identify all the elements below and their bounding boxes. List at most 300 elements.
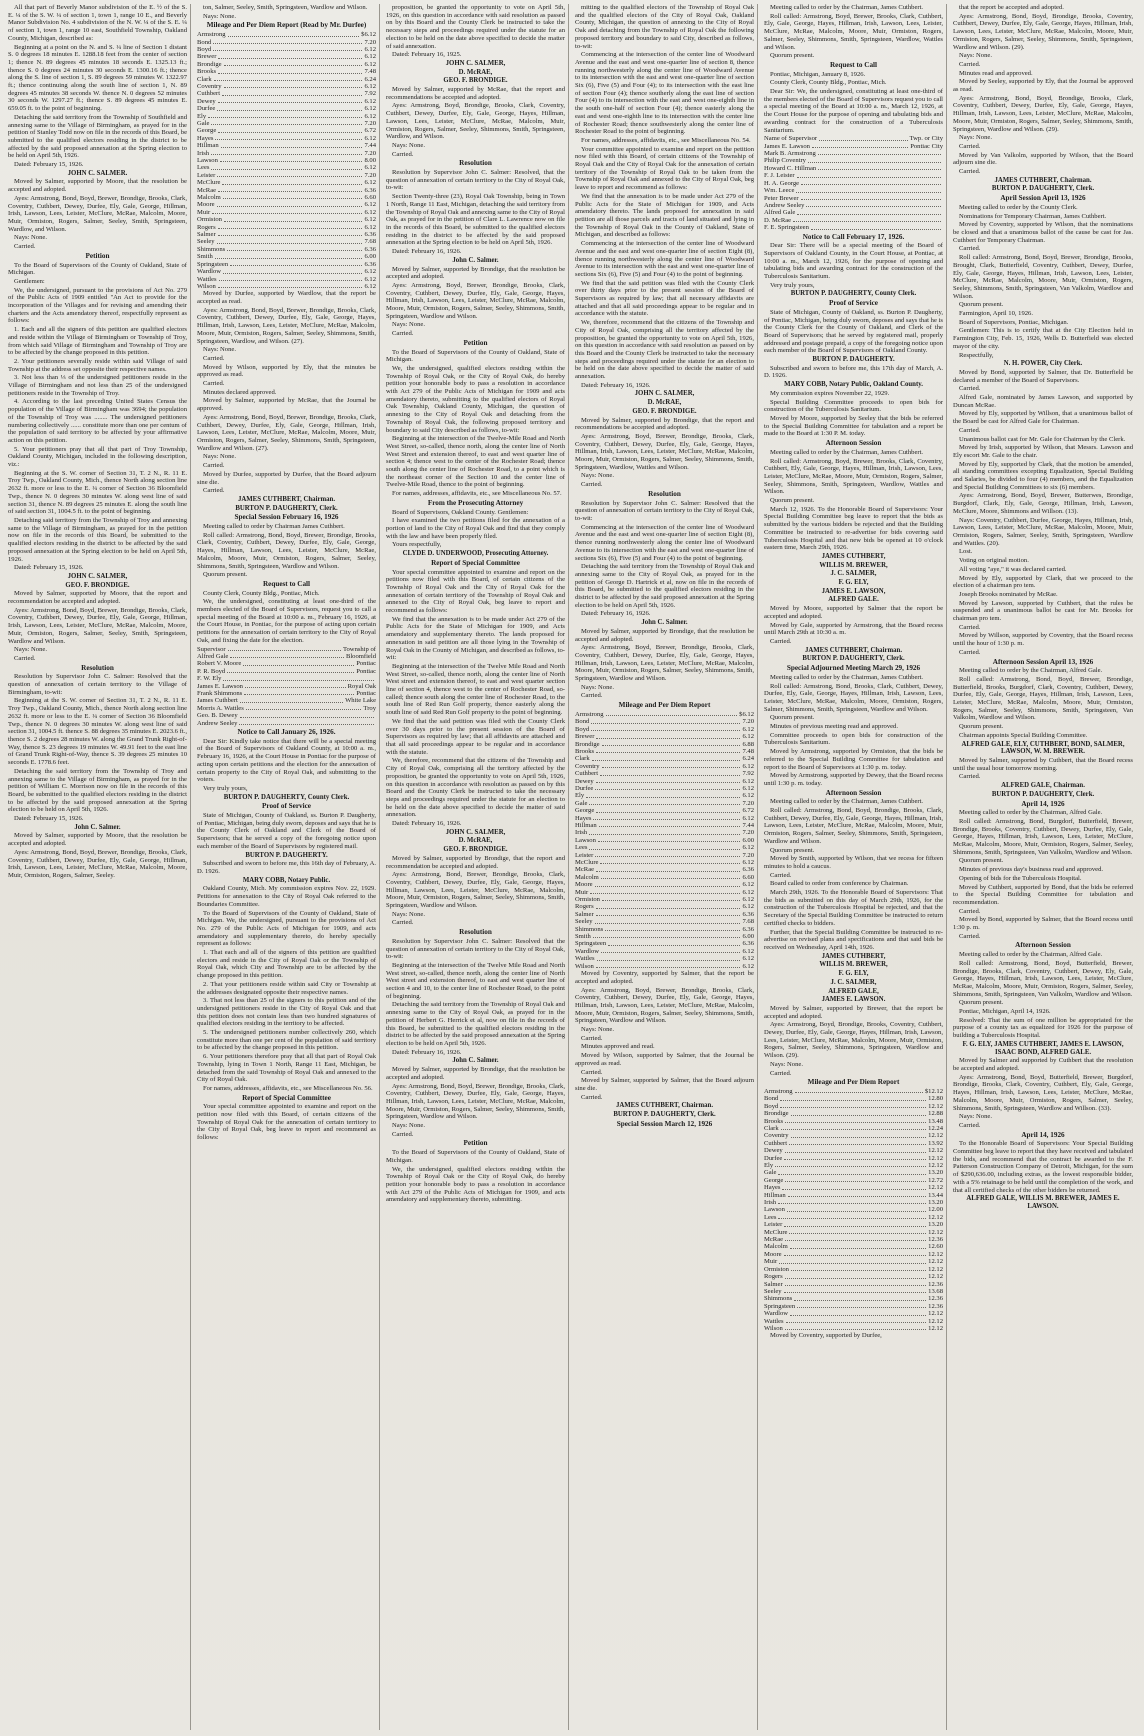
paragraph: Ayes: Armstrong, Bond, Boyd, Brewer, Brondige, Brooks, Clark, Cuthbert, Dewey, Durfee, Ely, Gale, George, Hillman, Irish, Lawson, Lees, Leister, McClure, McRae, Malcolm, Moore, Muir, Ormiston, Rogers, Salmer, Seeley, Shimmons, Smith, Springsteen, Wardlow and Wilson. (27). (197, 413, 376, 452)
paragraph: 2. Your petitioners severally reside within said Village of said Township at the address set opposite their respective names. (8, 357, 187, 373)
table-row (764, 1229, 943, 1236)
paragraph: Carried. (581, 1034, 603, 1042)
leader-dots (246, 705, 362, 710)
leader-dots (598, 837, 741, 842)
row-name: Cuthbert (575, 770, 599, 778)
leader-dots (595, 852, 740, 857)
row-name: Leister (575, 851, 594, 859)
leader-dots (608, 940, 740, 945)
table-row (764, 1243, 943, 1250)
row-name: Brewer (575, 733, 595, 741)
section-heading: Resolution (648, 489, 681, 498)
leader-dots (785, 1273, 926, 1278)
paragraph: State of Michigan, County of Oakland, ss. Burton P. Daugherty, of Pontiac, Michigan, being duly sworn, deposes and says that he is the County Clerk of Oakland and Clerk of the Board of Supervisors; that he served a copy of the foregoing notice upon each member of the Board of Supervisors by registered mail. (197, 812, 376, 850)
table-row (575, 926, 754, 933)
row-value: 13.68 (928, 1287, 943, 1295)
row-value: 6.12 (364, 268, 376, 276)
row-name: Springsteen (197, 260, 229, 268)
section-heading: Petition (85, 251, 110, 260)
leader-dots (230, 261, 362, 266)
leader-dots (221, 142, 363, 147)
row-value: 6.12 (364, 164, 376, 172)
row-value: 12.60 (928, 1243, 943, 1251)
paragraph: Moved by Van Valkolm, supported by Wilson, that the Board adjourn sine die. (953, 151, 1133, 167)
paragraph: Nays: Coventry, Cuthbert, Durfee, George, Hayes, Hillman, Irish, Lawson, Lees, Leister, McClure, McRae, Malcolm, Moore, Muir, Ormiston, Rogers, Salmer, Seeley, Smith, Springsteen, Wardlow and Wattles. (20). (953, 516, 1133, 547)
paragraph: Beginning at the S. W. corner of Section 31, T. 2 N., R. 11 E. Troy Twp., Oakland County, Mich., thence North along section line 2632 ft. more or less to the E. ¼ corner of Section 36 Bloomfield Twp., thence N. 0 degrees 30 minutes W. along west line of said section 31, 1004.5 ft. thence S. 88 degrees 35 minutes E. 2023.6 ft., thence S. 2 degrees 28 minutes W. along the Grand Trunk Right-of-Way, thence S. 23 degrees 19 minutes W. 49.91 feet to the east line of Grand Trunk Right-of-Way, thence S. 39 degrees 25 minutes 10 seconds E. 1778.6 feet. (8, 697, 187, 767)
paragraph: Beginning at the intersection of the Twelve Mile Road and North West Street, so-called, thence north, along the center line of North West street and extension thereof, to east and west quarter section line of section 4, thence west to the center of Rochester Road, so-called; thence south along the center line of Rochester Road, to the south line of Red Run Golf property, thence easterly along the south line of said Red Run Golf property to the point of beginning. (386, 662, 565, 717)
leader-dots (788, 1192, 927, 1197)
row-name: Lees (197, 164, 210, 172)
leader-dots (785, 1236, 926, 1241)
leader-dots (599, 822, 741, 827)
signature-line: J. C. SALMER, (830, 570, 877, 578)
column-2 (197, 4, 380, 1730)
row-name: Seeley (764, 1287, 782, 1295)
signature-line: WILLIS M. BREWER, (819, 561, 888, 569)
row-name: McRae (197, 186, 217, 194)
leader-dots (778, 1169, 926, 1174)
row-value: 6.00 (364, 253, 376, 261)
leader-dots (227, 668, 354, 673)
row-value: 6.12 (742, 962, 754, 970)
paragraph: Nays: None. (392, 141, 425, 149)
paragraph: Carried. (959, 60, 981, 68)
paragraph: Very truly yours, (770, 281, 815, 289)
row-name: Moore (197, 201, 215, 209)
leader-dots (791, 1266, 926, 1271)
row-value: Pontiac City (910, 142, 943, 150)
row-value: 6.12 (742, 792, 754, 800)
row-name: Boyd (197, 45, 212, 53)
row-name: Irish (764, 1199, 777, 1207)
row-name: Rogers (764, 1273, 783, 1281)
paragraph: Minutes of previous meeting read and approved. (770, 723, 898, 731)
paragraph: Dated: February 16, 1926. (392, 1048, 462, 1056)
row-value: 7.48 (742, 747, 754, 755)
row-value: 6.00 (742, 836, 754, 844)
table-row (197, 120, 376, 127)
leader-dots (213, 39, 362, 44)
row-name: Wardlow (197, 268, 222, 276)
paragraph: For names, addresses, affidavits, etc., see Miscellaneous No. 57. (392, 490, 562, 498)
row-value: 13.92 (928, 1139, 943, 1147)
row-value: 6.12 (742, 784, 754, 792)
row-value: 6.60 (742, 873, 754, 881)
leader-dots (791, 1110, 927, 1115)
leader-dots (779, 1258, 926, 1263)
row-name: Armstrong (764, 1087, 793, 1095)
row-name: Coventry (575, 762, 600, 770)
table-row (764, 1147, 943, 1154)
paragraph: We, therefore, recommend that the citizens of the Township and City of Royal Oak, comprising all the territory affected by the proposition, be granted the opportunity to vote on April 5th, 1926, on this question in accordance with said resolution as passed on by this Board and the County Clerk be instructed to take the necessary steps and proceedings required under the statute for an election to be held on the date above specified to decide the matter of said annexation. (575, 319, 754, 381)
paragraph: Carried. (959, 426, 981, 434)
row-name: Hillman (197, 142, 219, 150)
row-name: Lees (575, 844, 588, 852)
table-row (764, 1303, 943, 1310)
table-row (764, 1192, 943, 1199)
paragraph: Dated: February 16, 1926. (581, 610, 651, 618)
row-value: 6.12 (364, 82, 376, 90)
paragraph: Your special committee appointed to examine and report on the petitions now filed with this Board, of certain citizens of the Township of Royal Oak and the City of Royal Oak for the annexation of certain territory of the Township of Royal Oak and annexed to the City of Royal Oak, beg leave to report and recommend as follows: (386, 568, 565, 615)
table-row (197, 142, 376, 149)
leader-dots (780, 1095, 926, 1100)
row-value: 6.12 (742, 903, 754, 911)
row-value: 12.12 (928, 1250, 943, 1258)
leader-dots (592, 755, 741, 760)
paragraph: Moved by Armstrong, supported by Ormiston, that the bids be referred to the Special Building Committee for tabulation and report to the Board of Supervisors at 1:30 p. m. today. (764, 748, 943, 771)
paragraph: For names, addresses, affidavits, etc., see Miscellaneous No. 54. (581, 136, 751, 144)
paragraph: Nays: None. (203, 346, 236, 354)
row-name: Gale (575, 799, 588, 807)
table-row (575, 874, 754, 881)
signature-line: GEO. F. BRONDIGE. (443, 77, 508, 85)
paragraph: Carried. (581, 1068, 603, 1076)
paragraph: Carried. (959, 168, 981, 176)
paragraph: Carried. (959, 907, 981, 915)
table-row (197, 68, 376, 75)
paragraph: Moved by Ely, supported by Clark, that the motion be amended, all standing committees excepting Equalization, Special Building and Salaries, be divided to four (4) members, and the Equalization and Special Building Committees to six (6) members. (953, 460, 1133, 491)
paragraph: Beginning at the intersection of the Twelve-Mile Road and North West Street, so-called, thence north, along the center line of North West Street and extension thereof, to east and west quarter line of section 4; thence west to the center of the Rochester Road; thence south along the center line of Rochester Road, to a point which is the northeast corner of the Section 10 and the center line of Twelve-Mile Road, thence to the point of beginning. (386, 435, 565, 489)
row-value: White Lake (345, 697, 376, 705)
row-value: 6.36 (364, 231, 376, 239)
signature-line: GEO. F. BRONDIGE. (65, 581, 130, 589)
paragraph: Commencing at the intersection of the center line of Woodward Avenue and the east and west one-quarter line of section Eight (8), thence running northwesterly along the center line of Woodward Avenue to its intersection with the east and west one-quarter line of sections Six (6), Five (5) and Four (4) to the point of beginning. (575, 523, 754, 562)
paragraph: Dated: February 16, 1926. (392, 820, 462, 828)
leader-dots (797, 1303, 926, 1308)
paragraph: Meeting called to order by the Chairman, Alfred Gale. (959, 951, 1103, 959)
paragraph: Moved by Salmer, supported by Brewer, that the report be accepted and adopted. (764, 1004, 943, 1020)
row-name: Alfred Gale (764, 209, 796, 217)
row-name: Gale (197, 119, 210, 127)
leader-dots (211, 150, 362, 155)
table-row (764, 1184, 943, 1191)
table-row (764, 1310, 943, 1317)
section-heading: Afternoon Session April 13, 1926 (992, 657, 1094, 666)
row-name: Ely (575, 792, 585, 800)
row-name: Wardlow (575, 947, 600, 955)
signature-line: ALFRED GALE, (828, 987, 879, 995)
table-row (764, 224, 943, 231)
paragraph: Moved by Ely, supported by Willson, that a unanimous ballot of the Board be cast for Alfred Gale for Chairman. (953, 410, 1133, 426)
section-heading: Resolution (81, 663, 114, 672)
paragraph: that the report be accepted and adopted. (959, 4, 1064, 11)
table-row (197, 253, 376, 260)
paragraph: ton, Salmer, Seeley, Smith, Springsteen, Wardlow and Wilson. (203, 4, 368, 11)
paragraph: Moved by Salmer, supported by Brondige, that the resolution be accepted and adopted. (386, 265, 565, 281)
leader-dots (218, 187, 362, 192)
table-row (575, 911, 754, 918)
paragraph: To the Board of Supervisors of the County of Oakland, State of Michigan. (386, 348, 565, 364)
paragraph: 6. Your petitioners therefore pray that all that part of Royal Oak Township, lying in Town 1 North, Range 11 East, Michigan, be detached from the said Township of Royal Oak and annexed to the City of Royal Oak. (197, 1053, 376, 1084)
row-name: Hillman (575, 821, 597, 829)
paragraph: Moved by Cuthbert, supported by Bond, that the bids be referred to the Special Building Committee for tabulation and recommendation. (953, 883, 1133, 906)
signature-line: BURTON P. DAUGHERTY, Clerk. (235, 504, 338, 512)
row-name: Clark (764, 1124, 779, 1132)
section-heading: Proof of Service (262, 802, 311, 811)
paragraph: Ayes: Armstrong, Boyd, Brewer, Brondige, Brooks, Clark, Coventry, Cuthbert, Dewey, Durfee, Ely, Gale, George, Hayes, Hillman, Irish, Lawson, Lees, Leister, McClure, McRae, Malcolm, Moore, Muir, Ormiston, Rogers, Salmer, Seeley, Shimmons, Smith, Springsteen, Wardlow, Wattles and Wilson. (575, 432, 754, 471)
paragraph: Ayes: Armstrong, Boyd, Brewer, Brondige, Brooks, Clark, Coventry, Cuthbert, Dewey, Durfee, Ely, Gale, George, Hayes, Hillman, Irish, Lawson, Lees, Leister, McClure, McRae, Malcolm, Moore, Muir, Ormiston, Rogers, Salmer, Seeley, Shimmons, Smith, Springsteen, Wardlow and Wilson. (575, 644, 754, 683)
table-row (575, 829, 754, 836)
leader-dots (223, 675, 374, 680)
leader-dots (791, 1132, 927, 1137)
signature-line: JAMES CUTHBERT, (821, 952, 886, 960)
row-value: 6.12 (742, 881, 754, 889)
table-row (575, 815, 754, 822)
paragraph: Nays: None. (581, 472, 614, 480)
leader-dots (596, 903, 741, 908)
section-heading: Special Session March 12, 1926 (616, 1119, 713, 1128)
row-value: 6.12 (742, 859, 754, 866)
row-name: H. A. George (764, 179, 800, 187)
table-row (764, 1095, 943, 1102)
table-row (764, 1281, 943, 1288)
signature-line: JAMES CUTHBERT, Chairman. (804, 646, 903, 654)
paragraph: Dated: February 16, 1925. (392, 51, 462, 59)
table-row (575, 837, 754, 844)
table-row (197, 157, 376, 164)
table-row (197, 90, 376, 97)
paragraph: I have examined the two petitions filed for the annexation of a portion of land to the City of Royal Oak and find that they comply with the law and have been properly filed. (386, 517, 565, 540)
paragraph: Moved by Smith, supported by Wilson, that we recess for fifteen minutes to hold a caucus. (764, 855, 943, 870)
row-name: Philip Coventry (764, 157, 806, 165)
paragraph: Dated: February 15, 1926. (14, 815, 84, 823)
row-name: Name of Supervisor (764, 135, 818, 143)
paragraph: Moved by Moore, supported by Salmer that the report be accepted and adopted. (764, 605, 943, 620)
row-value: 12.36 (928, 1280, 943, 1288)
leader-dots (784, 1288, 927, 1293)
row-name: Shimmons (197, 245, 226, 253)
row-value: 6.12 (742, 896, 754, 904)
row-name: Wattles (764, 1317, 784, 1325)
row-name: Seeley (575, 918, 593, 926)
row-name: George (197, 127, 217, 135)
paragraph: Detaching the said territory from the Township of Troy and annexing same to the Village of Birmingham, as prayed for in the petition of William C. Morrison now on file in the records of this Board, be submitted to the qualified electors residing in the district to be affected by the said proposed annexation at the Spring election to be held on April 5th, 1926. (8, 767, 187, 814)
signature-line: John C. Salmer. (452, 1057, 499, 1065)
paragraph: Moved by Wilson, supported by Salmer, that the Journal be approved as read. (575, 1052, 754, 1067)
table-row (575, 955, 754, 962)
leader-dots (593, 815, 740, 820)
section-heading: Request to Call (829, 60, 878, 69)
row-value: 12.12 (928, 1102, 943, 1110)
paragraph: Very truly yours, (203, 784, 248, 792)
row-value: 12.24 (928, 1124, 943, 1132)
table-row (575, 896, 754, 903)
row-name: McRae (764, 1236, 784, 1244)
row-value: 6.12 (742, 733, 754, 741)
signature-line: JOHN C. SALMER, (445, 828, 506, 836)
table-row (764, 1295, 943, 1302)
paragraph: Moved by Durfee, supported by Wardlow, that the report be accepted as read. (197, 290, 376, 306)
row-value: 6.72 (742, 807, 754, 815)
row-name: Moore (764, 1250, 782, 1258)
paragraph: Moved by Salmer, supported by Brondige, that the report and recommendation be accepted and adopted. (386, 854, 565, 870)
table-row (764, 143, 943, 150)
table-row (575, 903, 754, 910)
row-name: Boyd (575, 725, 590, 733)
paragraph: Carried. (392, 150, 414, 158)
section-heading: April 14, 1926 (1021, 799, 1065, 808)
row-name: Leister (197, 171, 216, 179)
paragraph: Moved by Salmer, supported by Brondige, that the resolution be accepted and adopted. (575, 627, 754, 643)
paragraph: Quorum present. (959, 301, 1004, 309)
leader-dots (795, 1088, 923, 1093)
row-name: Bond (197, 38, 212, 46)
row-name: Dewey (575, 777, 594, 785)
row-value: 6.00 (742, 933, 754, 941)
paragraph: County Clerk, County Bldg., Pontiac, Mich. (770, 79, 887, 87)
leader-dots (818, 165, 941, 170)
table-row (764, 157, 943, 164)
row-value: 13.44 (928, 1191, 943, 1199)
signature-line: BURTON P. DAUGHERTY. (812, 356, 895, 364)
section-heading: April 14, 1926 (1021, 1130, 1065, 1139)
table-row (197, 194, 376, 201)
paragraph: Ayes: Armstrong, Boyd, Brewer, Brondige, Brooks, Clark, Coventry, Cuthbert, Dewey, Durfee, Ely, Gale, George, Hayes, Hillman, Irish, Lawson, Lees, Leister, McClure, McRae, Malcolm, Moore, Muir, Ormiston, Rogers, Salmer, Seeley, Shimmons, Smith, Springsteen, Wardlow and Wilson. (575, 986, 754, 1025)
row-value: Twp. or City (909, 135, 943, 143)
paragraph: Carried. (203, 354, 225, 362)
section-heading: Mileage and Per Diem Report (618, 701, 711, 710)
paragraph: Roll called: Armstrong, Bond, Boyd, Brewer, Brondige, Brooks, Clark, Coventry, Cuthbert, Dewey, Durfee, Ely, Gale, George, Hayes, Hillman, Lawson, Lees, Leister, McClure, McRae, Malcolm, Moore, Muir, Ormiston, Rogers, Salmer, Seeley, Shimmons, Smith, Springsteen, Wardlow and Wilson. (197, 531, 376, 570)
paragraph: All voting "aye," it was declared carried. (959, 565, 1067, 573)
row-value: 6.12 (364, 282, 376, 290)
table-row (575, 918, 754, 925)
table-row (575, 778, 754, 785)
row-value: Troy (363, 704, 376, 712)
row-name: Mark B. Armstrong (764, 150, 816, 158)
paragraph: March 12, 1926. To the Honorable Board of Supervisors: Your Special Building Committee beg leave to report that the bids as submitted by the various bidders be rejected and that the Building Committee be instructed to re-advertise for bids covering said Tuberculosis Hospital and that new bids be opened at 10 o'clock eastern time, March 29th, 1926. (764, 505, 943, 552)
table-row (575, 807, 754, 814)
leader-dots (593, 933, 741, 938)
table-row (764, 1118, 943, 1125)
signature-line: BURTON P. DAUGHERTY, Clerk. (802, 655, 905, 663)
row-value: $12.12 (924, 1087, 943, 1095)
leader-dots (778, 1199, 926, 1204)
row-name: Coventry (197, 82, 222, 90)
paragraph: To the Board of Supervisors of the County of Oakland, State of Michigan. (386, 1149, 565, 1164)
paragraph: Roll called: Armstrong, Boyd, Brewer, Brooks, Clark, Coventry, Cuthbert, Ely, Gale, George, Hayes, Hillman, Irish, Lawson, Lees, Leister, McClure, McRae, Moore, Muir, Ormiston, Rogers, Salmer, Seeley, Shimmons, Smith, Springsteen, Wardlow, Wattles and Wilson. (764, 457, 943, 496)
paragraph: Section Twenty-three (23), Royal Oak Township, being in Town 1 North, Range 11 East, Michigan, detaching the said territory from the Township of Royal Oak and annexing same to the City of Royal Oak, as prayed for in the petition of Clare L. Lawrence now on file in the records of this Board, be submitted to the qualified electors residing in the district to be affected by the said proposed annexation at the Spring election to be held on April 5th, 1926. (386, 193, 565, 247)
table-row (575, 852, 754, 859)
row-value: Township of (342, 645, 376, 653)
paragraph: Resolution by Supervisor John C. Salmer: Resolved that the question of annexation of certain territory to the City of Royal Oak, to-wit: (575, 499, 754, 522)
row-name: Lawson (764, 1206, 785, 1214)
row-value: 6.36 (742, 925, 754, 933)
leader-dots (790, 1310, 926, 1315)
row-name: Brondige (764, 1110, 789, 1118)
table-row (764, 1177, 943, 1184)
paragraph: We, the undersigned, pursuant to the provisions of Act No. 279 of the Public Acts of 1909 entitled "An Act to provide for the incorporation of the Villages and for revising and amending their charters and the Acts amendatory thereof, respectfully represent as follows: (8, 286, 187, 325)
paragraph: 5. Your petitioners pray that all that part of Troy Township, Oakland County, Michigan, included in the following description, viz.: (8, 445, 187, 469)
signature-line: JAMES CUTHBERT, Chairman. (994, 176, 1092, 184)
paragraph: Ayes: Armstrong, Bond, Boyd, Brewer, Brondige, Brooks, Clark, Coventry, Cuthbert, Dewey, Durfee, Ely, Gale, George, Hillman, Irish, Lawson, Lees, Leister, McClure, McRae, Malcolm, Moore, Muir, Ormiston, Rogers, Salmer, Seeley, Smith, Springsteen, Wardlow, and Wilson. (8, 194, 187, 233)
table-row (764, 209, 943, 216)
row-value: 13.48 (928, 1117, 943, 1125)
paragraph: Moved by Salmer, supported by Moore, that the report and recommendation be accepted and adopted. (8, 590, 187, 606)
signature-line: John C. Salmer. (74, 823, 121, 831)
table-row (197, 164, 376, 171)
paragraph: Carried. (581, 1093, 603, 1101)
leader-dots (217, 238, 363, 243)
table-row (575, 726, 754, 733)
paragraph: Quorum present. (770, 497, 815, 505)
leader-dots (591, 718, 740, 723)
signature-line: BURTON P. DAUGHERTY, Clerk. (991, 185, 1095, 193)
row-name: Geo. B. Dewey (197, 712, 238, 720)
row-value: $6.12 (739, 710, 754, 718)
table-row (197, 113, 376, 120)
paragraph: Carried. (14, 654, 36, 662)
table-row (764, 1236, 943, 1243)
row-name: Muir (575, 888, 589, 896)
paragraph: Carried. (581, 481, 603, 489)
leader-dots (775, 1162, 926, 1167)
table-row (197, 105, 376, 112)
table-row (197, 261, 376, 268)
table-row (764, 1125, 943, 1132)
signature-line: D. McRAE, (458, 837, 493, 845)
table-row (197, 690, 376, 697)
leader-dots (778, 1214, 926, 1219)
paragraph: We, the undersigned, qualified electors residing within the Township of Royal Oak or the City of Royal Oak, do hereby petition your honorable body to pass a resolution in accordance with Act 279 of the Public Acts of Michigan for 1909, and acts amendatory and supplementary thereto, submitting. (386, 1165, 565, 1204)
table-row (197, 246, 376, 253)
row-value: 12.12 (928, 1310, 943, 1318)
paragraph: proposition, be granted the opportunity to vote on April 5th, 1926, on this question in accordance with said resolution as passed on by this Board and the County Clerk be instructed to take the necessary steps and proceedings required under the statute for an election to be held on the date above specified to decide the matter of said annexation. (386, 4, 565, 50)
signature-line: D. McRAE, (647, 399, 682, 407)
row-value: 6.72 (364, 127, 376, 135)
paragraph: Further, that the Special Building Committee be instructed to re-advertise on revised plans and specifications and that said bids be received on Wednesday, April 14th, 1926. (764, 928, 943, 951)
paragraph: Meeting called to order by the Chairman, Alfred Gale. (959, 809, 1103, 817)
row-name: Brooks (197, 68, 217, 76)
row-value: 6.12 (742, 888, 754, 896)
paragraph: Pontiac, Michigan, April 14, 1926. (959, 1008, 1051, 1016)
row-name: Frank Shimmons (197, 690, 243, 697)
leader-dots (211, 164, 362, 169)
table-row (197, 224, 376, 231)
signature-line: GEO. F. BRONDIGE. (443, 846, 508, 854)
leader-dots (595, 918, 741, 923)
leader-dots (213, 46, 362, 51)
table-row (197, 705, 376, 712)
table-row (764, 1318, 943, 1325)
row-name: Irish (575, 829, 588, 837)
row-value: 6.36 (742, 940, 754, 948)
leader-dots (801, 195, 941, 200)
leader-dots (790, 1243, 926, 1248)
row-value: 12.12 (928, 1258, 943, 1266)
paragraph: Opening of bids for the Tuberculosis Hospital. (959, 874, 1082, 882)
paragraph: Carried. (959, 1121, 981, 1129)
paragraph: Moved by Durfee, supported by Durfee, that the Board adjourn sine die. (197, 470, 376, 486)
signature-line: ALFRED GALE, Chairman. (1001, 782, 1085, 790)
paragraph: Carried. (14, 243, 36, 251)
leader-dots (784, 1155, 926, 1160)
paragraph: Pontiac, Michigan, January 8, 1926. (770, 70, 866, 78)
paragraph: Ayes: Armstrong, Bond, Boyd, Brondige, Brooks, Coventry, Cuthbert, Dewey, Durfee, Ely, Gale, George, Hayes, Hillman, Irish, Lawson, Lees, Leister, McClure, McRae, Malcolm, Moore, Muir, Ormiston, Rogers, Salmer, Seeley, Shimmons, Smith, Springsteen, Wardlow and Wilson. (29). (953, 12, 1133, 51)
row-name: Wattles (575, 955, 595, 963)
paragraph: Ayes: Armstrong, Bond, Boyd, Brondige, Brooks, Clark, Coventry, Cuthbert, Dewey, Durfee, Ely, Gale, George, Hayes, Hillman, Irish, Lawson, Lees, Leister, McClure, McRae, Malcolm, Moore, Muir, Ormiston, Rogers, Salmer, Seeley, Shimmons, Smith, Springsteen, Wardlow and Wilson. (29). (953, 94, 1133, 133)
paragraph: Quorum present. (770, 846, 815, 854)
row-value: 6.60 (364, 194, 376, 202)
column-4 (575, 4, 758, 1730)
row-name: Leister (764, 1221, 783, 1229)
paragraph: Dated: February 16, 1926. (581, 381, 651, 389)
paragraph: Meeting called to order by the Chairman, Alfred Gale. (959, 667, 1103, 675)
leader-dots (595, 785, 740, 790)
signature-line: CLYDE D. UNDERWOOD, Prosecuting Attorney. (402, 550, 549, 558)
row-value: 7.20 (364, 149, 376, 157)
section-heading: Special Adjourned Meeting March 29, 1926 (786, 664, 921, 673)
row-value: 6.12 (742, 844, 754, 852)
